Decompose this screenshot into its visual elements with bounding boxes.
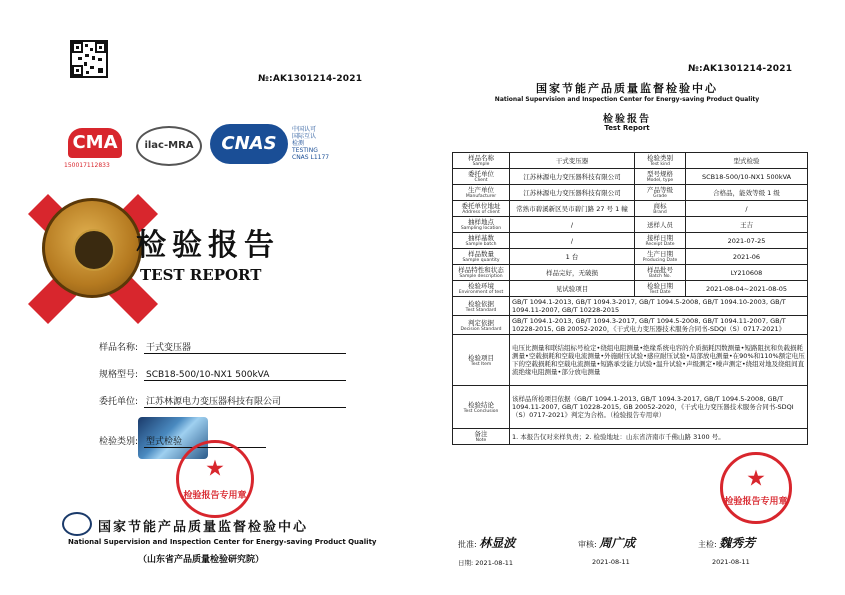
signer-label: 批准: (458, 540, 477, 549)
seal-text: 检验报告专用章 (183, 491, 247, 501)
row-value: 型式检验 (686, 153, 808, 169)
row-key: 生产日期 Producing Date (635, 249, 686, 265)
field-value: SCB18-500/10-NX1 500kVA (144, 370, 346, 381)
row-key: 委托单位地址 Address of client (453, 201, 510, 217)
gold-medal-icon (42, 198, 142, 298)
row-value: 样品完好，无破损 (510, 265, 635, 281)
row-key: 商标 Brand (635, 201, 686, 217)
cnas-side-line: CNAS L1177 (292, 154, 330, 161)
table-row (453, 153, 808, 169)
field-value: 型式检验 (144, 434, 266, 448)
report-title-en: Test Report (604, 124, 650, 132)
field-value: 干式变压器 (144, 340, 346, 354)
row-key: 检验环境 Environment of test (453, 281, 510, 297)
row-key: 判定依据 Decision Standard (453, 316, 510, 335)
row-key: 检验项目 Test Item (453, 335, 510, 386)
cnas-side-line: 中国认可 (292, 126, 317, 133)
row-value: 王吉 (686, 217, 808, 233)
row-value: 江苏林源电力变压器科技有限公司 (510, 185, 635, 201)
signer-date: 日期: 2021-08-11 (458, 559, 514, 567)
field-label: 样品名称: (98, 343, 138, 353)
row-key: 产品等级 Grade (635, 185, 686, 201)
row-key: 检验结论 Test Conclusion (453, 386, 510, 429)
cover-org-sub: （山东省产品质量检验研究院） (138, 555, 265, 565)
field-label: 委托单位: (98, 397, 138, 407)
row-value: 2021-08-04~2021-08-05 (686, 281, 808, 297)
signer (458, 534, 515, 551)
row-value: 2021-06 (686, 249, 808, 265)
row-key: 委托单位 Client (453, 169, 510, 185)
signature: 林显波 (479, 536, 516, 550)
table-row (453, 201, 808, 217)
row-key: 生产单位 Manufacturer (453, 185, 510, 201)
sdqi-logo-icon (62, 512, 92, 536)
row-value: 电压比测量和联结组标号检定•绕组电阻测量•绝缘系统电容的介质损耗因数测量•短路阻抗和负载损耗测量•空载损耗和空载电流测量•外施耐压试验•感应耐压试验•局部放电测量•在90%和110%额定电压下的空载损耗和空载电流测量•短路承受能力试验•温升试验•声级测定•噪声测定•绕组对地及绕组间直流绝缘电阻测量•部分放电测量 (510, 335, 808, 386)
report-red-seal-stamp (720, 452, 792, 524)
row-value: / (510, 217, 635, 233)
signature: 周广成 (599, 536, 636, 550)
signer-label: 主检: (698, 540, 717, 549)
table-row (453, 249, 808, 265)
row-key: 型号规格 Model, type (635, 169, 686, 185)
row-value: SCB18-500/10-NX1 500kVA (686, 169, 808, 185)
report-title-cn: 检验报告 (603, 114, 651, 125)
table-row (453, 185, 808, 201)
table-row (453, 265, 808, 281)
cover-org-en: National Supervision and Inspection Center for Energy-saving Product Quality (68, 538, 377, 546)
row-key: 备注 Note (453, 429, 510, 445)
cover-title-cn: 检验报告 (136, 228, 280, 263)
signer-label: 审核: (578, 540, 597, 549)
red-seal-stamp (176, 440, 254, 518)
signer-date: 2021-08-11 (592, 558, 630, 566)
table-row (453, 233, 808, 249)
cnas-side-text (292, 126, 352, 161)
row-value: 该样品所检项目依据（GB/T 1094.1-2013, GB/T 1094.3-2017, GB/T 1094.5-2008, GB/T 1094.11-2007, GB/T 10228-2015, GB 20052-2020，《干式电力变压器技术服务合同书-SDQI（S）0717-2021》判定为合格。（检验报告专用章） (510, 386, 808, 429)
table-row (453, 217, 808, 233)
table-row (453, 297, 808, 316)
report-org-en: National Supervision and Inspection Center for Energy-saving Product Quality (494, 96, 760, 103)
row-value: LY210608 (686, 265, 808, 281)
row-key: 检验日期 Test Date (635, 281, 686, 297)
report-org-cn: 国家节能产品质量监督检验中心 (536, 82, 718, 95)
row-value: 干式变压器 (510, 153, 635, 169)
cnas-logo: CNAS (210, 124, 288, 164)
row-value: GB/T 1094.1-2013, GB/T 1094.3-2017, GB/T 1094.5-2008, GB/T 1094.11-2007, GB/T 10228-2015, GB 20052-2020，《干式电力变压器技术服务合同书-SDQI（S）0717-2021》 (510, 316, 808, 335)
field-model (78, 367, 346, 381)
row-value: 1. 本报告仅对来样负责；2. 检验地址：山东省济南市千佛山路 3100 号。 (510, 429, 808, 445)
field-value: 江苏林源电力变压器科技有限公司 (144, 394, 346, 408)
field-label: 规格型号: (98, 370, 138, 380)
cnas-side-line: 国际互认 (292, 133, 317, 140)
signer (698, 534, 755, 551)
row-value: 1 台 (510, 249, 635, 265)
cover-page (28, 22, 408, 582)
row-value: GB/T 1094.1-2013, GB/T 1094.3-2017, GB/T 1094.5-2008, GB/T 1094.10-2003, GB/T 1094.11-2007, GB/T 10228-2015 (510, 297, 808, 316)
ilac-mra-logo: ilac-MRA (136, 126, 202, 166)
table-row (453, 386, 808, 429)
cma-logo: CMA (68, 128, 122, 158)
row-key: 送样人员 (635, 217, 686, 233)
row-key: 抽样地点 Sampling location (453, 217, 510, 233)
report-number: №:AK1301214-2021 (688, 64, 793, 74)
row-value: 见试验项目 (510, 281, 635, 297)
cover-report-number: №:AK1301214-2021 (258, 74, 363, 84)
cnas-side-line: 检测 (292, 140, 305, 147)
signature: 魏秀芳 (719, 536, 756, 550)
cover-title-en: TEST REPORT (140, 266, 262, 284)
row-key: 样品特性和状态 Sample description (453, 265, 510, 281)
row-key: 样品数量 Sample quantity (453, 249, 510, 265)
star-icon: ★ (205, 456, 225, 482)
field-sample-name (78, 340, 346, 354)
seal-text: 检验报告专用章 (724, 497, 788, 507)
row-value: 合格品，能效等级 1 级 (686, 185, 808, 201)
row-key: 抽样基数 Sample batch (453, 233, 510, 249)
field-test-type (78, 434, 266, 448)
row-key: 样品名称 Sample (453, 153, 510, 169)
table-row (453, 316, 808, 335)
cover-org-cn: 国家节能产品质量监督检验中心 (98, 520, 309, 535)
field-client (78, 394, 346, 408)
row-key: 检验类别 Test kind (635, 153, 686, 169)
row-value: 江苏林源电力变压器科技有限公司 (510, 169, 635, 185)
cma-number: 150017112833 (64, 162, 110, 169)
report-page (428, 22, 826, 582)
star-icon: ★ (746, 466, 766, 492)
row-value: 常熟市碧溪新区吴市碧门路 27 号 1 幢 (510, 201, 635, 217)
field-label: 检验类别: (98, 437, 138, 447)
row-value: / (686, 201, 808, 217)
row-key: 检验依据 Test Standard (453, 297, 510, 316)
row-key: 样品批号 Batch No. (635, 265, 686, 281)
row-key: 接样日期 Receipt Date (635, 233, 686, 249)
table-row (453, 281, 808, 297)
table-row (453, 429, 808, 445)
row-value: / (510, 233, 635, 249)
table-row (453, 169, 808, 185)
cnas-side-line: TESTING (292, 147, 318, 154)
report-table (452, 152, 808, 445)
signer-date: 2021-08-11 (712, 558, 750, 566)
table-row (453, 335, 808, 386)
row-value: 2021-07-25 (686, 233, 808, 249)
qr-code (70, 40, 108, 78)
accreditation-logos (58, 118, 378, 188)
signer (578, 534, 635, 551)
